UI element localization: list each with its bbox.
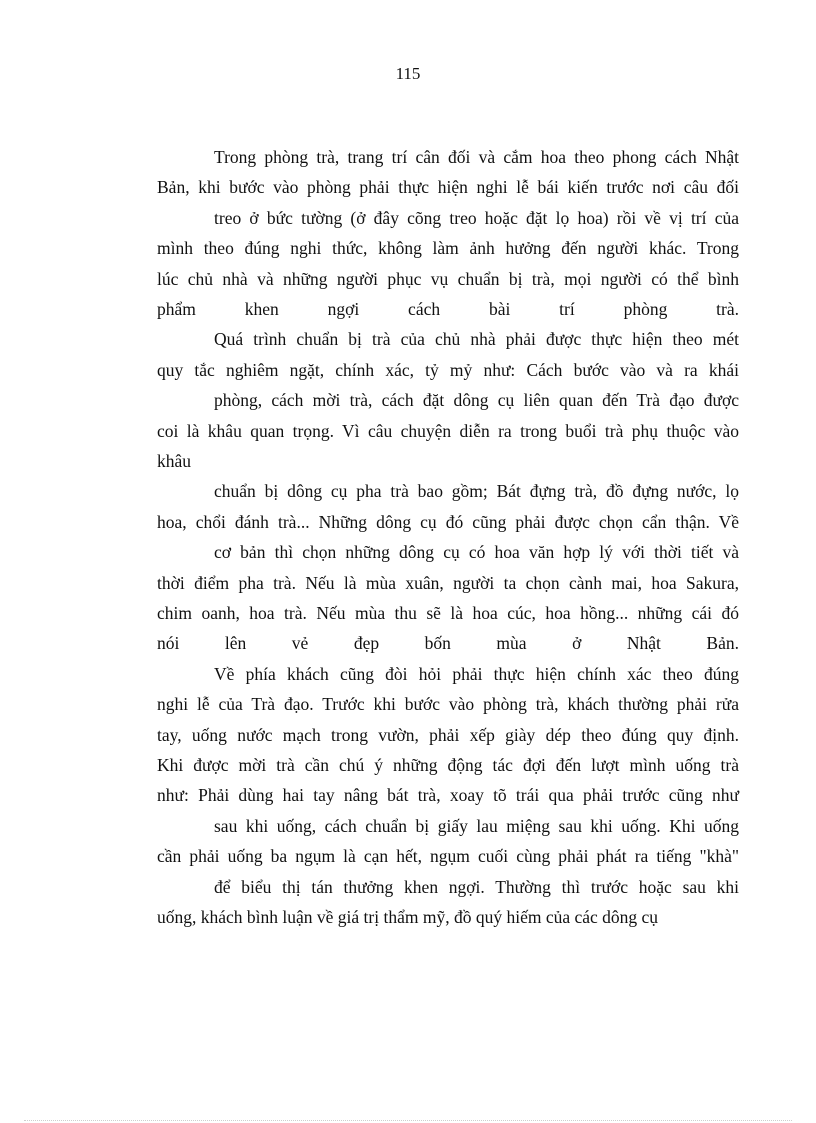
text-line: coi là khâu quan trọng. Vì câu chuyện diễn ra trong buổi trà phụ thuộc vào	[157, 420, 739, 441]
text-line: phòng, cách mời trà, cách đặt dông cụ liên quan đến Trà đạo được	[214, 390, 739, 411]
text-line: cơ bản thì chọn những dông cụ có hoa văn hợp lý với thời tiết và	[214, 542, 739, 563]
text-line: Trong phòng trà, trang trí cân đối và cắm hoa theo phong cách Nhật	[214, 147, 739, 167]
text-line: khâu	[157, 451, 192, 471]
page-number: 115	[395, 64, 421, 83]
text-line: như: Phải dùng hai tay nâng bát trà, xoay tõ trái qua phải trước cũng như	[157, 785, 739, 806]
text-line: mình theo đúng nghi thức, không làm ảnh hưởng đến người khác. Trong	[157, 238, 739, 259]
text-line: phẩm khen ngợi cách bài trí phòng trà.	[157, 299, 739, 319]
text-line: chuẩn bị dông cụ pha trà bao gồm; Bát đựng trà, đồ đựng nước, lọ	[214, 481, 739, 502]
text-line: tay, uống nước mạch trong vườn, phải xếp giày dép theo đúng quy định.	[157, 724, 739, 745]
text-line: treo ở bức tường (ở đây cõng treo hoặc đặt lọ hoa) rồi về vị trí của	[214, 207, 739, 228]
text-line: để biểu thị tán thưởng khen ngợi. Thường thì trước hoặc sau khi	[214, 876, 739, 897]
text-line: hoa, chổi đánh trà... Những dông cụ đó cũng phải được chọn cẩn thận. Về	[157, 511, 739, 532]
page-bottom-rule	[24, 1120, 792, 1121]
text-line: cần phải uống ba ngụm là cạn hết, ngụm cuối cùng phải phát ra tiếng "khà"	[157, 846, 739, 867]
text-line: sau khi uống, cách chuẩn bị giấy lau miệng sau khi uống. Khi uống	[214, 815, 739, 836]
text-line: thời điểm pha trà. Nếu là mùa xuân, người ta chọn cành mai, hoa Sakura,	[157, 572, 739, 593]
text-line: Khi được mời trà cần chú ý những động tác đợi đến lượt mình uống trà	[157, 755, 739, 775]
text-line: uống, khách bình luận về giá trị thẩm mỹ, đồ quý hiếm của các dông cụ	[157, 907, 659, 927]
text-line: lúc chủ nhà và những người phục vụ chuẩn bị trà, mọi người có thể bình	[157, 268, 739, 289]
text-line: chim oanh, hoa trà. Nếu mùa thu sẽ là hoa cúc, hoa hồng... những cái đó	[157, 603, 739, 623]
text-line: nói lên vẻ đẹp bốn mùa ở Nhật Bản.	[157, 633, 739, 654]
text-line: quy tắc nghiêm ngặt, chính xác, tỷ mỷ như: Cách bước vào và ra khái	[157, 359, 739, 380]
text-line: nghi lễ của Trà đạo. Trước khi bước vào phòng trà, khách thường phải rửa	[157, 694, 739, 715]
text-line: Về phía khách cũng đòi hỏi phải thực hiện chính xác theo đúng	[214, 663, 739, 684]
text-line: Quá trình chuẩn bị trà của chủ nhà phải được thực hiện theo mét	[214, 329, 739, 350]
text-line: Bản, khi bước vào phòng phải thực hiện nghi lễ bái kiến trước nơi câu đối	[157, 177, 739, 198]
